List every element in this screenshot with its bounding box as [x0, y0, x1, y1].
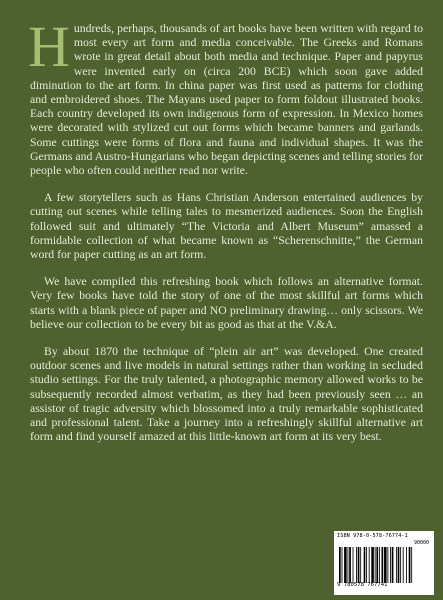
barcode-digits: 9 780578 767741 [337, 582, 388, 588]
barcode-bar [375, 547, 376, 583]
barcode-bars [337, 547, 431, 583]
barcode-bar [369, 547, 370, 583]
barcode-bar [382, 547, 384, 583]
barcode-bar [348, 547, 349, 583]
barcode-bar [379, 547, 380, 583]
drop-cap: H [28, 14, 70, 79]
barcode-bar [387, 547, 388, 583]
barcode-bar [403, 547, 404, 583]
barcode-bar [353, 547, 354, 583]
barcode-bar [396, 547, 397, 583]
barcode-bar [392, 547, 394, 583]
paragraph-2: A few storytellers such as Hans Christian Anderson entertained audiences by cutting out scenes while telling tales to mesmerized audiences. Soon the English followed suit and ultimately “The Victoria and Albert Museum” amassed a formidable collection of what became known as “Scherenschnitte,” the German word for paper cutting as an art form. [30, 191, 423, 262]
barcode-bar [384, 547, 387, 583]
barcode-bar [376, 547, 378, 583]
barcode-bar [398, 547, 400, 583]
paragraph-4: By about 1870 the technique of “plein air art” was developed. One created outdoor scenes and live models in natural settings rather than working in secluded studio settings. For the truly talented, a photographic memory allowed works to be subsequently recorded almost verbatim, as they had been previously seen … an assistor of tragic adversity which blossomed into a truly remarkable sophisticated and professional talent. Take a journey into a refreshingly skillful alternative art form and find yourself amazed at this little-known art form at its very best. [30, 345, 423, 444]
barcode-bar [411, 547, 412, 583]
barcode-bar [390, 547, 391, 583]
barcode-bar [360, 547, 361, 583]
barcode-bar [366, 547, 367, 583]
barcode-bar [356, 547, 357, 583]
barcode-bar [400, 547, 401, 583]
paragraph-1-text: undreds, perhaps, thousands of art books have been written with regard to most every art form and media conceivable. The Greeks and Romans wrote in great detail about both media and technique. Paper and papyrus were invented early on (circa 200 BCE) which soon gave added diminution to the art form. In china paper was first used as patterns for clothing and embroidered shoes. The Mayans used paper to form foldout illustrated books. Each country developed its own indigenous form of expression. In Mexico homes were decorated with stylized cut out forms which became banners and garlands. Some cuttings were forms of flora and fauna and individual shapes. It was the Germans and Austro-Hungarians who began depicting scenes and telling stories for people who often could neither read nor write. [30, 22, 423, 178]
barcode-bar [344, 547, 347, 583]
barcode-bar [349, 547, 351, 583]
barcode-bar [406, 547, 407, 583]
paragraph-3: We have compiled this refreshing book which follows an alternative format. Very few books have told the story of one of the most skillful art forms which starts with a blank piece of paper and NO preliminary drawing… only scissors. We believe our collection to be every bit as good as that at the V.&A. [30, 275, 423, 331]
barcode-bar [358, 547, 360, 583]
barcode-bar [342, 547, 343, 583]
barcode-bar [364, 547, 366, 583]
barcode-bar [371, 547, 374, 583]
paragraph-1 [28, 14, 423, 178]
barcode-bar [409, 547, 411, 583]
blurb-text [28, 14, 423, 457]
barcode-bar [339, 547, 341, 583]
isbn-barcode [334, 531, 434, 595]
price-code: 90000 [413, 540, 429, 546]
isbn-number: ISBN 978-0-578-76774-1 [337, 533, 408, 539]
